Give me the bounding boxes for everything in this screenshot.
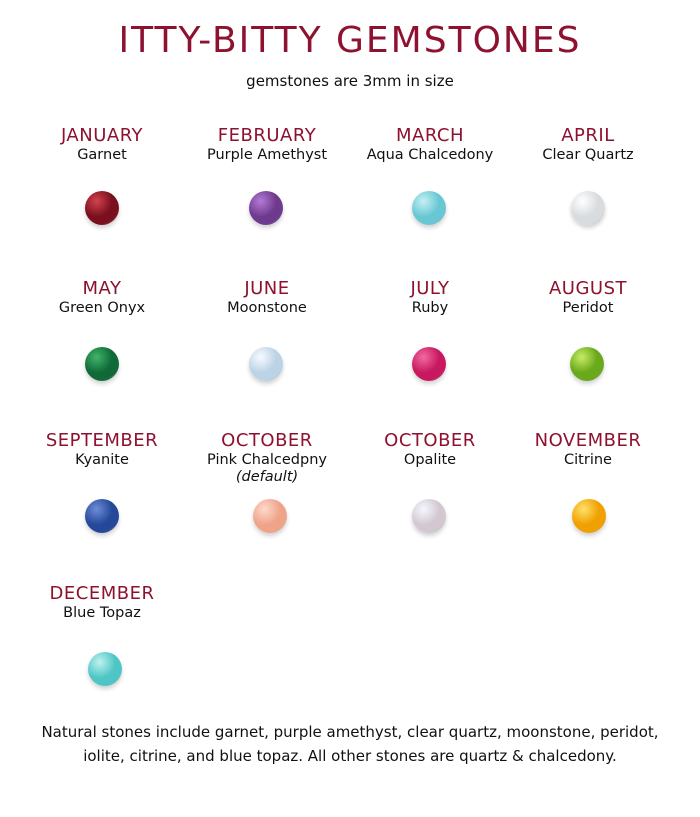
gemstone-pink-chalcedony [253, 499, 287, 533]
stone-name: Aqua Chalcedony [366, 147, 494, 163]
gemstone-aqua-chalcedony [412, 191, 446, 225]
gemstone-kyanite [85, 499, 119, 533]
gem-card-december [17, 583, 187, 622]
month-label: AUGUST [548, 278, 628, 299]
month-label: MAY [82, 278, 122, 299]
gemstone-peridot [570, 347, 604, 381]
gem-card-may [17, 278, 187, 317]
gem-card-july [345, 278, 515, 317]
gem-card-october-default [182, 430, 352, 486]
gemstone-blue-topaz [88, 652, 122, 686]
stone-name: Garnet [77, 147, 127, 163]
gemstone-clear-quartz [571, 191, 605, 225]
gem-card-april [503, 125, 673, 164]
month-label: JUNE [244, 278, 290, 299]
gemstone-moonstone [249, 347, 283, 381]
month-label: JANUARY [60, 125, 144, 146]
gem-card-march [345, 125, 515, 164]
gem-card-october-opalite [345, 430, 515, 469]
month-label: OCTOBER [384, 430, 476, 451]
gem-card-september [17, 430, 187, 469]
gemstone-garnet [85, 191, 119, 225]
gem-card-august [503, 278, 673, 317]
stone-name: Pink Chalcedpny [207, 452, 327, 468]
gemstone-ruby [412, 347, 446, 381]
month-label: NOVEMBER [534, 430, 642, 451]
gem-card-november [503, 430, 673, 469]
gemstone-green-onyx [85, 347, 119, 381]
gemstone-purple-amethyst [249, 191, 283, 225]
gem-card-june [182, 278, 352, 317]
stone-name: Citrine [564, 452, 612, 468]
stone-name: Ruby [411, 300, 449, 316]
month-label: SEPTEMBER [45, 430, 159, 451]
page-title: ITTY-BITTY GEMSTONES [118, 20, 582, 61]
month-label: MARCH [395, 125, 465, 146]
stone-name: Peridot [562, 300, 614, 316]
default-note: (default) [235, 469, 299, 485]
stone-name: Blue Topaz [63, 605, 141, 621]
month-label: FEBRUARY [217, 125, 317, 146]
page-subtitle: gemstones are 3mm in size [246, 72, 454, 90]
stone-name: Kyanite [75, 452, 129, 468]
month-label: OCTOBER [221, 430, 313, 451]
stone-name: Purple Amethyst [206, 147, 328, 163]
gemstone-opalite [412, 499, 446, 533]
month-label: DECEMBER [49, 583, 155, 604]
gemstone-citrine [572, 499, 606, 533]
gem-card-january [17, 125, 187, 164]
stone-name: Opalite [403, 452, 457, 468]
month-label: JULY [410, 278, 450, 299]
stone-name: Moonstone [227, 300, 307, 316]
footer-note: Natural stones include garnet, purple amethyst, clear quartz, moonstone, peridot, iolite, citrine, and blue topaz. All other stones are quartz & chalcedony. [41, 723, 659, 765]
stone-name: Clear Quartz [542, 147, 634, 163]
stone-name: Green Onyx [58, 300, 146, 316]
gem-card-february [182, 125, 352, 164]
month-label: APRIL [561, 125, 615, 146]
